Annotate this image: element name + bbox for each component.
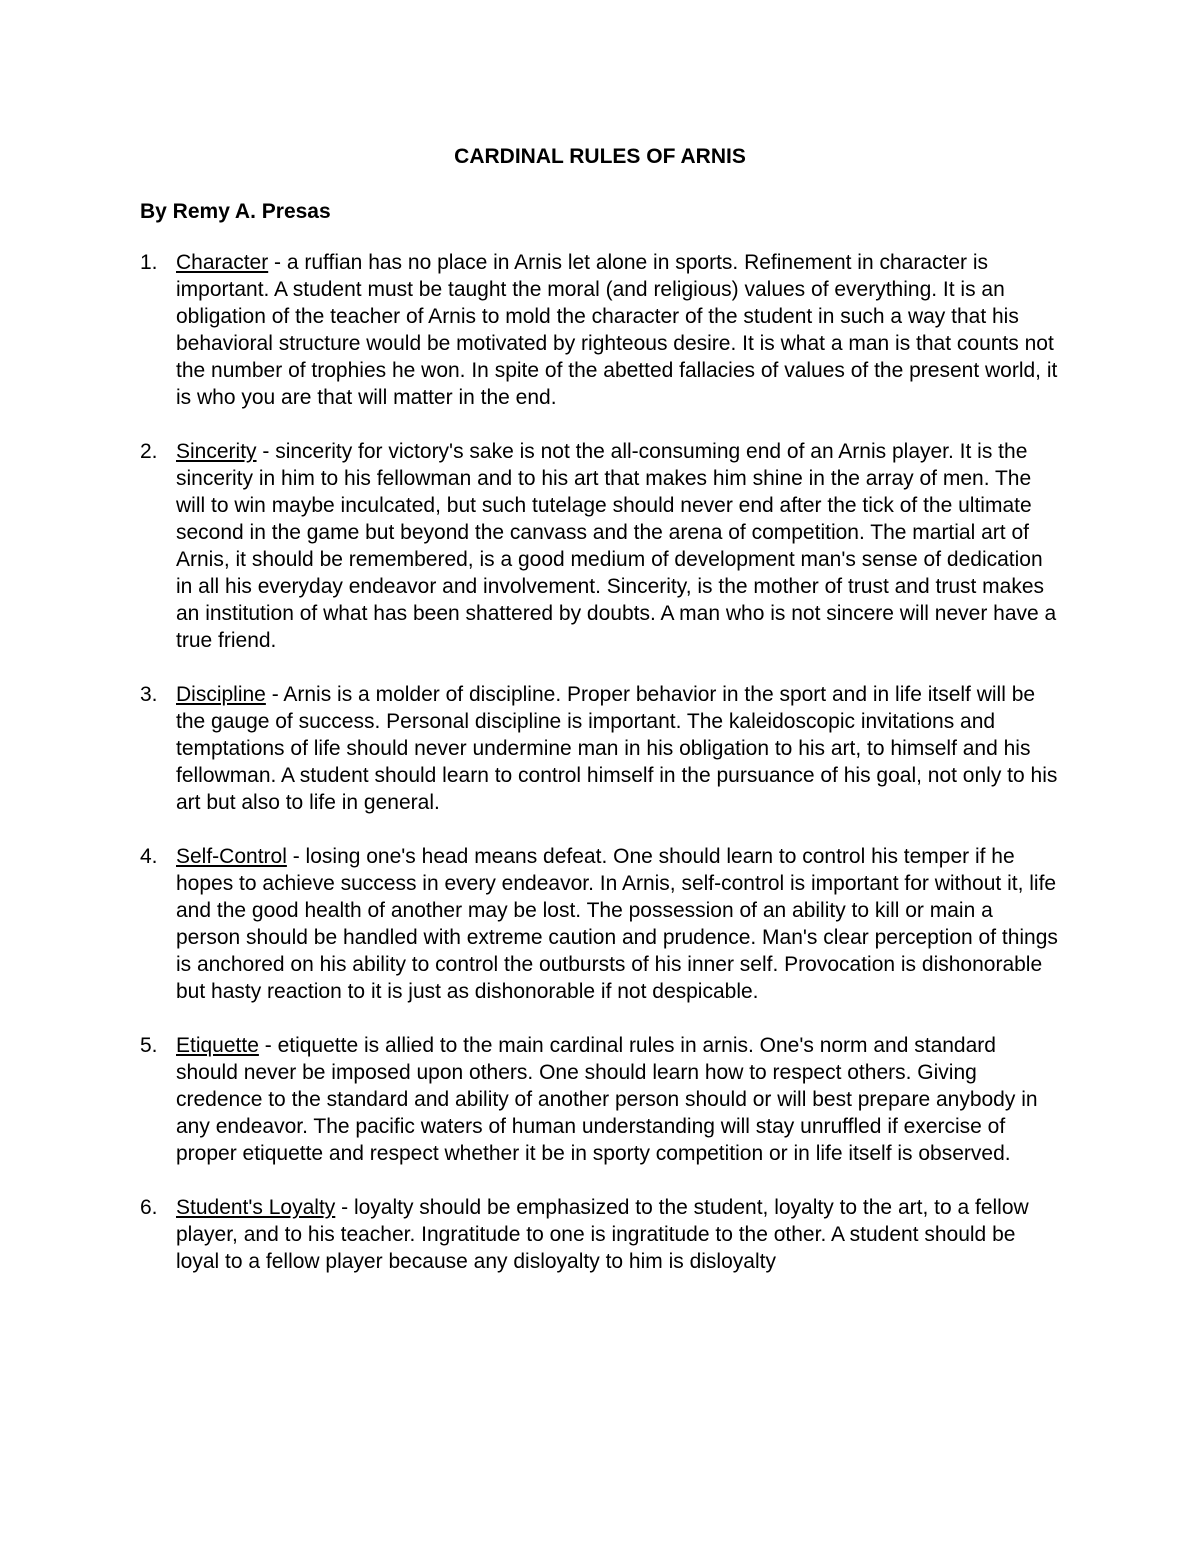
rule-number: 1. bbox=[140, 251, 158, 274]
rule-name: Self-Control bbox=[176, 845, 287, 868]
document-author: By Remy A. Presas bbox=[140, 200, 331, 223]
rule-text: - Arnis is a molder of discipline. Proper behavior in the sport and in life itself will be the gauge of success. Personal discipline is important. The kaleidoscopic invitations and temptations of life should never undermine man in his obligation to his art, to himself and his fellowman. A student should learn to control himself in the pursuance of his goal, not only to his art but also to life in general. bbox=[176, 683, 1058, 814]
rule-text: - losing one's head means defeat. One should learn to control his temper if he hopes to achieve success in every endeavor. In Arnis, self-control is important for without it, life and the good health of another may be lost. The possession of an ability to kill or main a person should be handled with extreme caution and prudence. Man's clear perception of things is anchored on his ability to control the outbursts of his inner self. Provocation is dishonorable but hasty reaction to it is just as dishonorable if not despicable. bbox=[176, 845, 1058, 1003]
rule-number: 3. bbox=[140, 683, 158, 706]
rule-item-sincerity bbox=[140, 438, 1060, 654]
rule-text: - etiquette is allied to the main cardinal rules in arnis. One's norm and standard should never be imposed upon others. One should learn how to respect others. Giving credence to the standard and ability of another person should or will best prepare anybody in any endeavor. The pacific waters of human understanding will stay unruffled if exercise of proper etiquette and respect whether it be in sporty competition or in life itself is observed. bbox=[176, 1034, 1038, 1165]
rule-name: Sincerity bbox=[176, 440, 257, 463]
rule-item-students-loyalty bbox=[140, 1194, 1060, 1275]
rule-name: Character bbox=[176, 251, 269, 274]
rule-number: 2. bbox=[140, 440, 158, 463]
document-title: CARDINAL RULES OF ARNIS bbox=[454, 145, 746, 168]
rules-list bbox=[140, 249, 1060, 1302]
rule-item-self-control bbox=[140, 843, 1060, 1005]
rule-name: Discipline bbox=[176, 683, 266, 706]
rule-item-discipline bbox=[140, 681, 1060, 816]
rule-item-character bbox=[140, 249, 1060, 411]
rule-number: 4. bbox=[140, 845, 158, 868]
rule-name: Student's Loyalty bbox=[176, 1196, 336, 1219]
rule-number: 6. bbox=[140, 1196, 158, 1219]
rule-item-etiquette bbox=[140, 1032, 1060, 1167]
rule-text: - sincerity for victory's sake is not the all-consuming end of an Arnis player. It is the sincerity in him to his fellowman and to his art that makes him shine in the array of men. The will to win maybe inculcated, but such tutelage should never end after the tick of the ultimate second in the game but beyond the canvass and the arena of competition. The martial art of Arnis, it should be remembered, is a good medium of development man's sense of dedication in all his everyday endeavor and involvement. Sincerity, is the mother of trust and trust makes an institution of what has been shattered by doubts. A man who is not sincere will never have a true friend. bbox=[176, 440, 1057, 652]
rule-text: - loyalty should be emphasized to the student, loyalty to the art, to a fellow player, and to his teacher. Ingratitude to one is ingratitude to the other. A student should be loyal to a fellow player because any disloyalty to him is disloyalty bbox=[176, 1196, 1029, 1273]
rule-name: Etiquette bbox=[176, 1034, 259, 1057]
rule-text: - a ruffian has no place in Arnis let alone in sports. Refinement in character is important. A student must be taught the moral (and religious) values of everything. It is an obligation of the teacher of Arnis to mold the character of the student in such a way that his behavioral structure would be motivated by righteous desire. It is what a man is that counts not the number of trophies he won. In spite of the abetted fallacies of values of the present world, it is who you are that will matter in the end. bbox=[176, 251, 1058, 409]
rule-number: 5. bbox=[140, 1034, 158, 1057]
